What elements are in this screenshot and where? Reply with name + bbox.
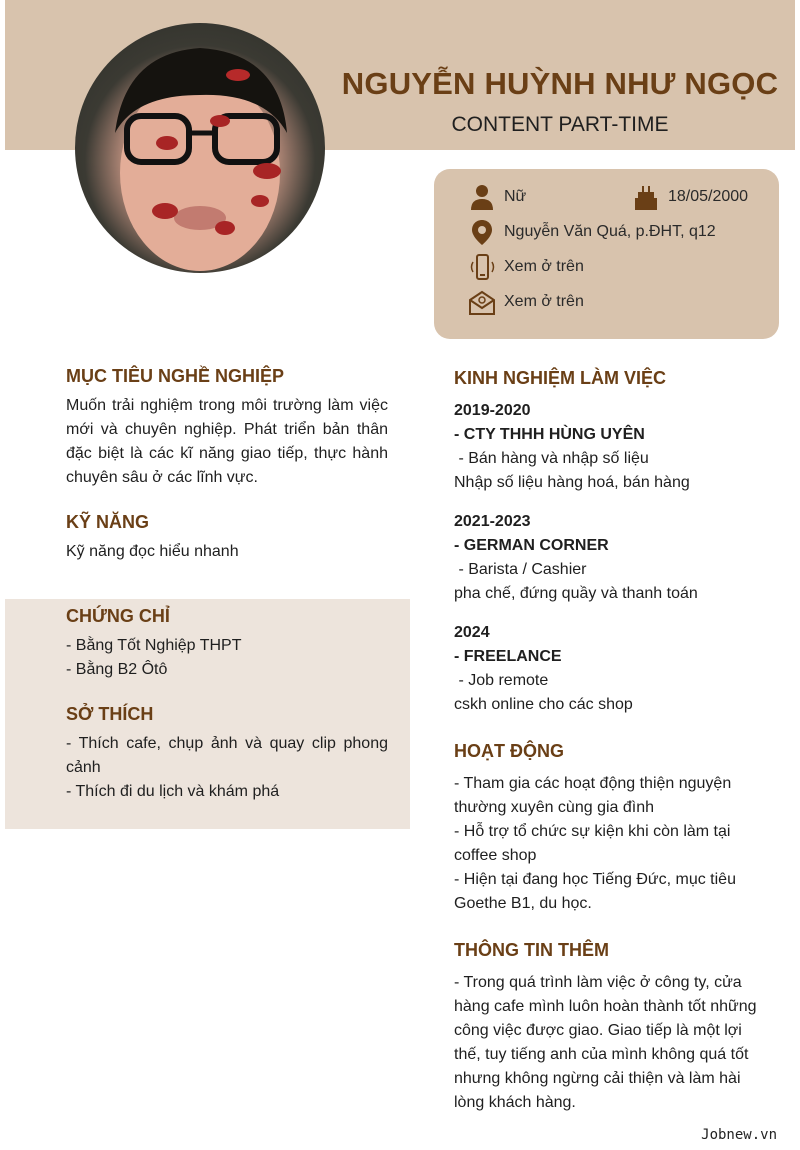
certificates-heading: CHỨNG CHỈ bbox=[66, 606, 170, 626]
gender-value: Nữ bbox=[504, 188, 527, 205]
experience-heading: KINH NGHIỆM LÀM VIỆC bbox=[454, 368, 667, 388]
skills-heading: KỸ NĂNG bbox=[66, 512, 150, 532]
hobby-item: - Thích cafe, chụp ảnh và quay clip phong cảnh bbox=[66, 735, 388, 776]
birthday-value: 18/05/2000 bbox=[668, 188, 749, 205]
activity-line: - Hỗ trợ tổ chức sự kiện khi còn làm tại bbox=[454, 823, 731, 840]
hobbies-heading: SỞ THÍCH bbox=[66, 704, 154, 724]
additional-info-text bbox=[454, 971, 784, 1115]
profile-photo bbox=[75, 23, 325, 273]
activity-line: coffee shop bbox=[454, 847, 537, 864]
experience-role: - Barista / Cashier bbox=[454, 561, 587, 578]
additional-line: hàng cafe mình luôn hoàn thành tốt những bbox=[454, 998, 757, 1015]
experience-item bbox=[454, 399, 784, 495]
email-row bbox=[469, 289, 584, 315]
experience-role: - Job remote bbox=[454, 672, 549, 689]
certificate-item: - Bằng B2 Ôtô bbox=[66, 661, 168, 678]
additional-line: nhưng không ngừng cải thiện và làm hài bbox=[454, 1070, 741, 1087]
activities-list bbox=[454, 772, 784, 916]
additional-line: - Trong quá trình làm việc ở công ty, cửa bbox=[454, 974, 742, 991]
experience-company: - FREELANCE bbox=[454, 648, 562, 665]
birthday-cake-icon bbox=[633, 184, 659, 210]
footer-brand: Jobnew.vn bbox=[701, 1127, 777, 1143]
activity-line: thường xuyên cùng gia đình bbox=[454, 799, 655, 816]
activity-line: Goethe B1, du học. bbox=[454, 895, 592, 912]
experience-period: 2021-2023 bbox=[454, 513, 531, 530]
additional-line: thế, tuy tiếng anh của mình không quá tốt bbox=[454, 1046, 749, 1063]
address-row bbox=[469, 219, 716, 245]
additional-line: công việc được giao. Giao tiếp là một lợi bbox=[454, 1022, 742, 1039]
experience-desc: cskh online cho các shop bbox=[454, 696, 633, 713]
career-goal-heading: MỤC TIÊU NGHỀ NGHIỆP bbox=[66, 366, 285, 386]
phone-icon bbox=[469, 254, 495, 280]
certificates-list bbox=[66, 634, 388, 682]
profile-photo-illustration bbox=[75, 23, 325, 273]
additional-line: lòng khách hàng. bbox=[454, 1094, 576, 1111]
experience-item bbox=[454, 621, 784, 717]
email-value: Xem ở trên bbox=[504, 293, 584, 310]
hobbies-list bbox=[66, 732, 388, 804]
experience-period: 2024 bbox=[454, 624, 490, 641]
career-goal-text: Muốn trải nghiệm trong môi trường làm việc mới và chuyên nghiệp. Phát triển bản thân đặc biệt là các kĩ năng giao tiếp, thực hành chuyên sâu ở các lĩnh vực. bbox=[66, 397, 388, 486]
email-envelope-icon bbox=[469, 289, 495, 315]
experience-company: - CTY THHH HÙNG UYÊN bbox=[454, 426, 645, 443]
person-icon bbox=[469, 184, 495, 210]
hobby-item: - Thích đi du lịch và khám phá bbox=[66, 783, 280, 800]
activity-line: - Hiện tại đang học Tiếng Đức, mục tiêu bbox=[454, 871, 736, 888]
location-pin-icon bbox=[469, 219, 495, 245]
experience-role: - Bán hàng và nhập số liệu bbox=[454, 450, 649, 467]
activities-heading: HOẠT ĐỘNG bbox=[454, 741, 564, 761]
experience-item bbox=[454, 510, 784, 606]
activity-line: - Tham gia các hoạt động thiện nguyện bbox=[454, 775, 732, 792]
address-value: Nguyễn Văn Quá, p.ĐHT, q12 bbox=[504, 223, 716, 240]
birthday-row bbox=[633, 184, 748, 210]
experience-desc: pha chế, đứng quầy và thanh toán bbox=[454, 585, 698, 602]
experience-period: 2019-2020 bbox=[454, 402, 531, 419]
phone-value: Xem ở trên bbox=[504, 258, 584, 275]
job-title: CONTENT PART-TIME bbox=[451, 113, 669, 136]
skills-text: Kỹ năng đọc hiểu nhanh bbox=[66, 543, 239, 560]
additional-info-heading: THÔNG TIN THÊM bbox=[454, 940, 609, 960]
certificate-item: - Bằng Tốt Nghiệp THPT bbox=[66, 637, 242, 654]
gender-row bbox=[469, 184, 526, 210]
experience-company: - GERMAN CORNER bbox=[454, 537, 609, 554]
candidate-name: NGUYỄN HUỲNH NHƯ NGỌC bbox=[341, 66, 779, 101]
phone-row bbox=[469, 254, 584, 280]
experience-desc: Nhập số liệu hàng hoá, bán hàng bbox=[454, 474, 690, 491]
